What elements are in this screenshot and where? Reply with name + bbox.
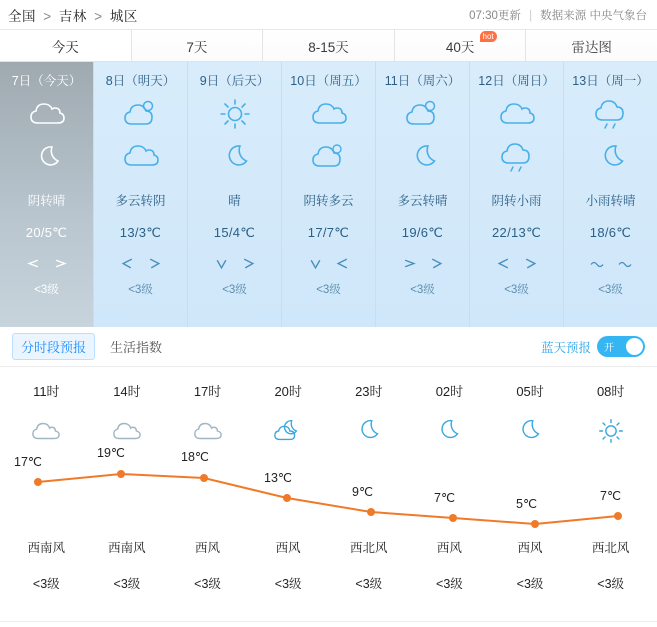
chart-label-6: 5℃: [516, 497, 537, 511]
day-column-1[interactable]: [94, 62, 188, 327]
night-cloudy-icon: [26, 137, 68, 177]
day-temp-3: 17/7℃: [307, 225, 350, 240]
hour-cell-1[interactable]: [87, 367, 168, 452]
breadcrumb-sep-0: >: [43, 8, 52, 24]
wind-level-1: <3级: [113, 577, 141, 591]
wave-icon: [590, 257, 604, 270]
cloudy-icon: [26, 95, 68, 135]
day-name-5: 12日（周日）: [478, 74, 555, 88]
arrow-e-icon: [54, 257, 67, 270]
day-name-4: 11日（周六）: [384, 74, 461, 88]
sunny-icon: [594, 416, 628, 446]
hour-cell-2[interactable]: [167, 367, 248, 452]
day-column-2[interactable]: [188, 62, 282, 327]
night-cloudy-icon: [308, 137, 350, 177]
tab-radar[interactable]: [526, 30, 657, 61]
arrow-w-icon: [497, 257, 510, 270]
toggle-knob: [626, 338, 643, 355]
cloudy-icon: [110, 416, 144, 446]
wind-name-1: 西南风: [108, 541, 146, 555]
wind-level-5: <3级: [436, 577, 463, 591]
chart-point-2: [200, 474, 208, 482]
tab-8to15days[interactable]: [263, 30, 395, 61]
wind-name-3: 西风: [275, 541, 301, 555]
main-tabs: [0, 30, 657, 62]
hot-badge: hot: [480, 31, 497, 42]
day-wind-level-5: <3级: [504, 284, 529, 296]
breadcrumb: [8, 5, 138, 25]
day-temp-4: 19/6℃: [401, 225, 444, 240]
wind-cell-1: [87, 538, 168, 592]
arrow-ne-icon: [524, 257, 537, 270]
day-column-6[interactable]: [564, 62, 657, 327]
hour-icon-7: [570, 410, 651, 452]
arrow-sw-icon: [121, 257, 134, 270]
hour-icon-4: [329, 410, 410, 452]
wind-level-3: <3级: [274, 577, 302, 591]
arrow-w-icon: [336, 257, 349, 270]
day-wind-icons-6: [590, 255, 632, 271]
hourly-times-row: [0, 367, 657, 452]
wind-level-2: <3级: [194, 577, 221, 591]
arrow-e-icon: [403, 257, 416, 270]
hour-cell-4[interactable]: [329, 367, 410, 452]
arrow-ne-icon: [148, 257, 161, 270]
day-column-3[interactable]: [282, 62, 376, 327]
sub-tab-bar: [0, 327, 657, 367]
hour-time-7: 08时: [596, 384, 625, 399]
day-desc-2: 晴: [228, 194, 241, 208]
day-temp-1: 13/3℃: [119, 225, 162, 240]
chart-label-5: 7℃: [434, 491, 455, 505]
wind-direction-row: [0, 538, 657, 592]
chart-point-3: [283, 494, 291, 502]
day-wind-level-3: <3级: [316, 284, 341, 296]
hour-time-1: 14时: [113, 384, 141, 399]
day-name-2: 9日（后天）: [199, 74, 270, 88]
day-icons-0: [26, 95, 68, 183]
wind-level-6: <3级: [516, 577, 544, 591]
day-wind-level-0: <3级: [34, 284, 59, 296]
day-column-0[interactable]: [0, 62, 94, 327]
cloudy-icon: [29, 416, 63, 446]
arrow-ne-icon: [242, 257, 255, 270]
subtab-hourly-label: 分时段预报: [21, 340, 87, 355]
temperature-line: [0, 454, 657, 534]
breadcrumb-item-2[interactable]: 城区: [109, 8, 138, 24]
day-name-0: 7日（今天）: [11, 74, 82, 88]
moon-icon: [402, 137, 444, 177]
day-desc-6: 小雨转晴: [585, 194, 636, 208]
blue-sky-forecast: [541, 336, 645, 357]
wind-cell-4: [329, 538, 410, 592]
hour-icon-5: [409, 410, 490, 452]
tab-7days-label: 7天: [186, 39, 208, 55]
arrow-s-icon: [215, 257, 228, 270]
moon-icon: [352, 416, 386, 446]
day-desc-4: 多云转晴: [397, 194, 448, 208]
chart-point-1: [117, 470, 125, 478]
wave-icon: [618, 257, 632, 270]
tab-radar-label: 雷达图: [571, 39, 612, 55]
day-wind-icons-2: [215, 255, 255, 271]
day-icons-1: [120, 95, 162, 183]
chart-point-4: [367, 508, 375, 516]
chart-label-1: 19℃: [97, 446, 125, 460]
temperature-chart: [0, 446, 657, 534]
light-rain-icon: [590, 95, 632, 135]
sunny-icon: [214, 95, 256, 135]
cloudy-icon: [308, 95, 350, 135]
chart-label-7: 7℃: [600, 489, 621, 503]
day-column-5[interactable]: [470, 62, 564, 327]
day-icons-2: [214, 95, 256, 183]
chart-point-0: [34, 478, 42, 486]
chart-label-4: 9℃: [352, 485, 373, 499]
day-wind-icons-1: [121, 255, 161, 271]
blue-sky-label: 蓝天预报: [540, 340, 591, 355]
day-wind-level-2: <3级: [222, 284, 247, 296]
day-icons-6: [590, 95, 632, 183]
day-icons-5: [496, 95, 538, 183]
chart-label-0: 17℃: [14, 455, 42, 469]
day-name-3: 10日（周五）: [290, 74, 367, 88]
day-desc-5: 阴转小雨: [491, 194, 542, 208]
breadcrumb-item-0[interactable]: 全国: [8, 8, 36, 24]
wind-level-7: <3级: [597, 577, 625, 591]
tab-today[interactable]: [0, 30, 132, 61]
day-desc-3: 阴转多云: [303, 194, 354, 208]
day-temp-5: 22/13℃: [492, 225, 541, 240]
hour-icon-3: [248, 410, 329, 452]
day-temp-6: 18/6℃: [589, 225, 632, 240]
hour-cell-0[interactable]: [6, 367, 87, 452]
wind-cell-3: [248, 538, 329, 592]
wind-name-7: 西北风: [591, 541, 630, 555]
wind-level-4: <3级: [355, 577, 383, 591]
day-wind-icons-5: [497, 255, 537, 271]
partly-cloudy-icon: [402, 95, 444, 135]
moon-icon: [590, 137, 632, 177]
subtab-hourly-forecast[interactable]: [12, 333, 95, 360]
subtab-life-index[interactable]: [101, 333, 171, 360]
wind-cell-7: [570, 538, 651, 592]
moon-icon: [214, 137, 256, 177]
bottom-divider: [0, 621, 657, 622]
blue-sky-toggle-label: 开: [604, 343, 614, 354]
hour-icon-6: [490, 410, 571, 452]
hourly-forecast: [0, 367, 657, 622]
day-name-1: 8日（明天）: [105, 74, 176, 88]
seven-day-forecast: [0, 62, 657, 327]
hour-icon-0: [6, 410, 87, 452]
chart-point-7: [614, 512, 622, 520]
tab-40days-label: 40天: [445, 39, 475, 55]
night-partly-cloudy-icon: [271, 416, 305, 446]
meta-divider: |: [529, 9, 533, 22]
tab-7days[interactable]: [132, 30, 264, 61]
day-desc-0: 阴转晴: [27, 194, 66, 208]
hour-cell-7[interactable]: [570, 367, 651, 452]
day-wind-icons-0: [27, 255, 67, 271]
wind-cell-5: [409, 538, 490, 592]
chart-label-3: 13℃: [264, 471, 292, 485]
hour-cell-6[interactable]: [490, 367, 571, 452]
wind-name-5: 西风: [436, 541, 462, 555]
moon-icon: [432, 416, 466, 446]
day-wind-level-4: <3级: [410, 284, 435, 296]
cloudy-icon: [191, 416, 225, 446]
day-wind-level-1: <3级: [128, 284, 153, 296]
arrow-ne-icon: [430, 257, 443, 270]
day-temp-0: 20/5℃: [25, 225, 68, 240]
arrow-s-icon: [309, 257, 322, 270]
wind-name-6: 西风: [517, 541, 543, 555]
hour-time-6: 05时: [516, 384, 544, 399]
tab-40days[interactable]: [395, 30, 527, 61]
hour-time-4: 23时: [355, 384, 383, 399]
update-time: 07:30更新: [469, 9, 521, 22]
subtab-life-index-label: 生活指数: [110, 340, 163, 355]
data-source: 数据来源 中央气象台: [540, 9, 647, 22]
update-meta: [469, 7, 647, 23]
hour-cell-3[interactable]: [248, 367, 329, 452]
day-temp-2: 15/4℃: [213, 225, 256, 240]
breadcrumb-sep-1: >: [94, 8, 103, 24]
day-wind-icons-3: [309, 255, 349, 271]
hour-time-2: 17时: [193, 384, 222, 399]
day-wind-level-6: <3级: [598, 284, 623, 296]
top-bar: [0, 0, 657, 30]
wind-cell-6: [490, 538, 571, 592]
cloudy-icon: [496, 95, 538, 135]
hour-time-3: 20时: [274, 384, 302, 399]
day-name-6: 13日（周一）: [572, 74, 649, 88]
hour-time-5: 02时: [435, 384, 464, 399]
breadcrumb-item-1[interactable]: 吉林: [58, 8, 87, 24]
night-cloudy-icon: [120, 137, 162, 177]
blue-sky-toggle[interactable]: [597, 336, 645, 357]
arrow-nw-icon: [27, 257, 40, 270]
wind-name-0: 西南风: [27, 541, 66, 555]
wind-name-2: 西风: [195, 541, 221, 555]
day-wind-icons-4: [403, 255, 443, 271]
wind-cell-0: [6, 538, 87, 592]
wind-name-4: 西北风: [350, 541, 388, 555]
partly-cloudy-icon: [120, 95, 162, 135]
day-column-4[interactable]: [376, 62, 470, 327]
hour-icon-2: [167, 410, 248, 452]
tab-8to15days-label: 8-15天: [308, 39, 349, 55]
wind-cell-2: [167, 538, 248, 592]
chart-point-6: [531, 520, 539, 528]
chart-point-5: [449, 514, 457, 522]
day-icons-4: [402, 95, 444, 183]
moon-icon: [513, 416, 547, 446]
day-desc-1: 多云转阴: [115, 194, 166, 208]
chart-label-2: 18℃: [181, 450, 209, 464]
day-icons-3: [308, 95, 350, 183]
light-rain-icon: [496, 137, 538, 177]
hour-cell-5[interactable]: [409, 367, 490, 452]
wind-level-0: <3级: [32, 577, 60, 591]
hour-time-0: 11时: [33, 384, 60, 399]
tab-today-label: 今天: [51, 39, 79, 55]
